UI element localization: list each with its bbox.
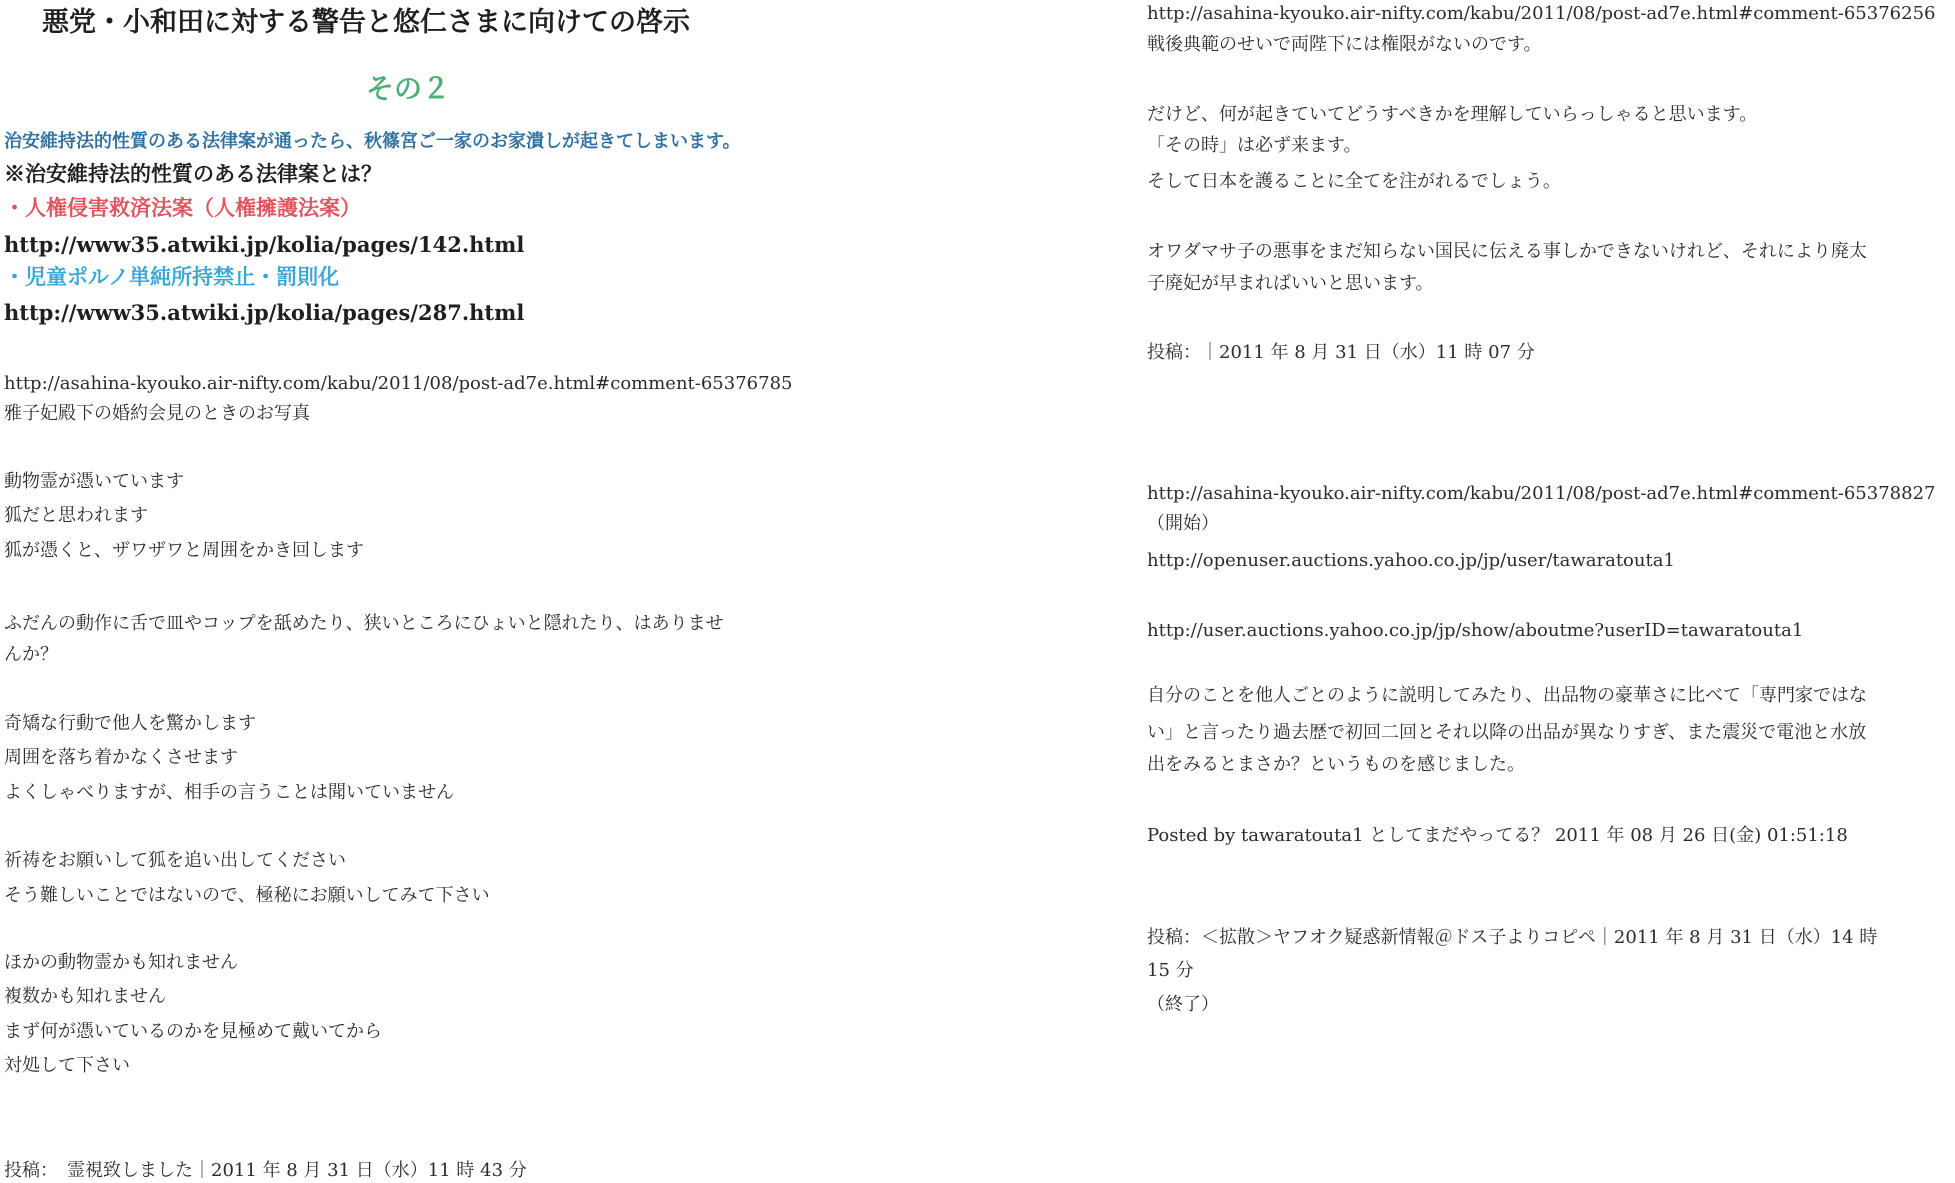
text-line: まず何が憑いているのかを見極めて戴いてから: [4, 1021, 382, 1042]
text-line: 祈祷をお願いして狐を追い出してください: [4, 850, 346, 871]
text-line: オワダマサ子の悪事をまだ知らない国民に伝える事しかできないけれど、それにより廃太: [1147, 241, 1867, 262]
text-line: ほかの動物霊かも知れません: [4, 952, 238, 973]
document-subtitle: その２: [366, 72, 451, 105]
comment-link[interactable]: http://asahina-kyouko.air-nifty.com/kabu/2011/08/post-ad7e.html#comment-65376256: [1147, 3, 1936, 24]
text-line: 出をみるとまさか？というものを感じました。: [1147, 754, 1525, 775]
bill-item-2: ・児童ポルノ単純所持禁止・罰則化: [4, 264, 340, 289]
text-line: 雅子妃殿下の婚約会見のときのお写真: [4, 403, 310, 424]
bill-link-2[interactable]: http://www35.atwiki.jp/kolia/pages/287.html: [4, 300, 525, 325]
end-marker: （終了）: [1147, 994, 1219, 1015]
comment-link[interactable]: http://asahina-kyouko.air-nifty.com/kabu/2011/08/post-ad7e.html#comment-65378827: [1147, 483, 1936, 504]
auction-user-link[interactable]: http://openuser.auctions.yahoo.co.jp/jp/user/tawaratouta1: [1147, 550, 1675, 571]
text-line: よくしゃべりますが、相手の言うことは聞いていません: [4, 782, 454, 803]
text-line: 狐だと思われます: [4, 505, 148, 526]
post-footer: 投稿：｜2011 年 8 月 31 日（水）11 時 07 分: [1147, 342, 1535, 363]
bill-link-1[interactable]: http://www35.atwiki.jp/kolia/pages/142.html: [4, 232, 525, 257]
post-footer-continued: 15 分: [1147, 960, 1194, 981]
document-title: 悪党・小和田に対する警告と悠仁さまに向けての啓示: [42, 7, 690, 38]
post-footer: 投稿： 霊視致しました｜2011 年 8 月 31 日（水）11 時 43 分: [4, 1160, 527, 1181]
posted-by-line: Posted by tawaratouta1 としてまだやってる？ 2011 年 08 月 26 日(金) 01:51:18: [1147, 825, 1848, 846]
post-footer: 投稿：＜拡散＞ヤフオク疑惑新情報＠ドス子よりコピペ｜2011 年 8 月 31 日（水）14 時: [1147, 927, 1878, 948]
text-line: 自分のことを他人ごとのように説明してみたり、出品物の豪華さに比べて「専門家ではな: [1147, 685, 1867, 706]
start-marker: （開始）: [1147, 513, 1219, 534]
comment-link[interactable]: http://asahina-kyouko.air-nifty.com/kabu/2011/08/post-ad7e.html#comment-65376785: [4, 373, 793, 394]
bill-item-1: ・人権侵害救済法案（人権擁護法案）: [4, 195, 361, 220]
text-line: 複数かも知れません: [4, 986, 166, 1007]
text-line: だけど、何が起きていてどうすべきかを理解していらっしゃると思います。: [1147, 104, 1758, 125]
text-line: 「その時」は必ず来ます。: [1147, 135, 1362, 156]
text-line: んか？: [4, 644, 58, 665]
text-line: そして日本を護ることに全てを注がれるでしょう。: [1147, 171, 1561, 192]
intro-text: 治安維持法的性質のある法律案が通ったら、秋篠宮ご一家のお家潰しが起きてしまいます。: [4, 131, 741, 152]
text-line: 動物霊が憑いています: [4, 471, 184, 492]
text-line: 子廃妃が早まればいいと思います。: [1147, 273, 1434, 294]
text-line: 戦後典範のせいで両陛下には権限がないのです。: [1147, 34, 1542, 55]
text-line: ふだんの動作に舌で皿やコップを舐めたり、狭いところにひょいと隠れたり、はありませ: [4, 613, 724, 634]
text-line: 狐が憑くと、ザワザワと周囲をかき回します: [4, 540, 364, 561]
text-line: 周囲を落ち着かなくさせます: [4, 747, 238, 768]
text-line: そう難しいことではないので、極秘にお願いしてみて下さい: [4, 885, 490, 906]
text-line: い」と言ったり過去歴で初回二回とそれ以降の出品が異なりすぎ、また震災で電池と水放: [1147, 722, 1867, 743]
auction-aboutme-link[interactable]: http://user.auctions.yahoo.co.jp/jp/show/aboutme?userID=tawaratouta1: [1147, 620, 1804, 641]
text-line: 対処して下さい: [4, 1055, 130, 1076]
question-text: ※治安維持法的性質のある法律案とは？: [4, 161, 382, 186]
text-line: 奇矯な行動で他人を驚かします: [4, 713, 256, 734]
